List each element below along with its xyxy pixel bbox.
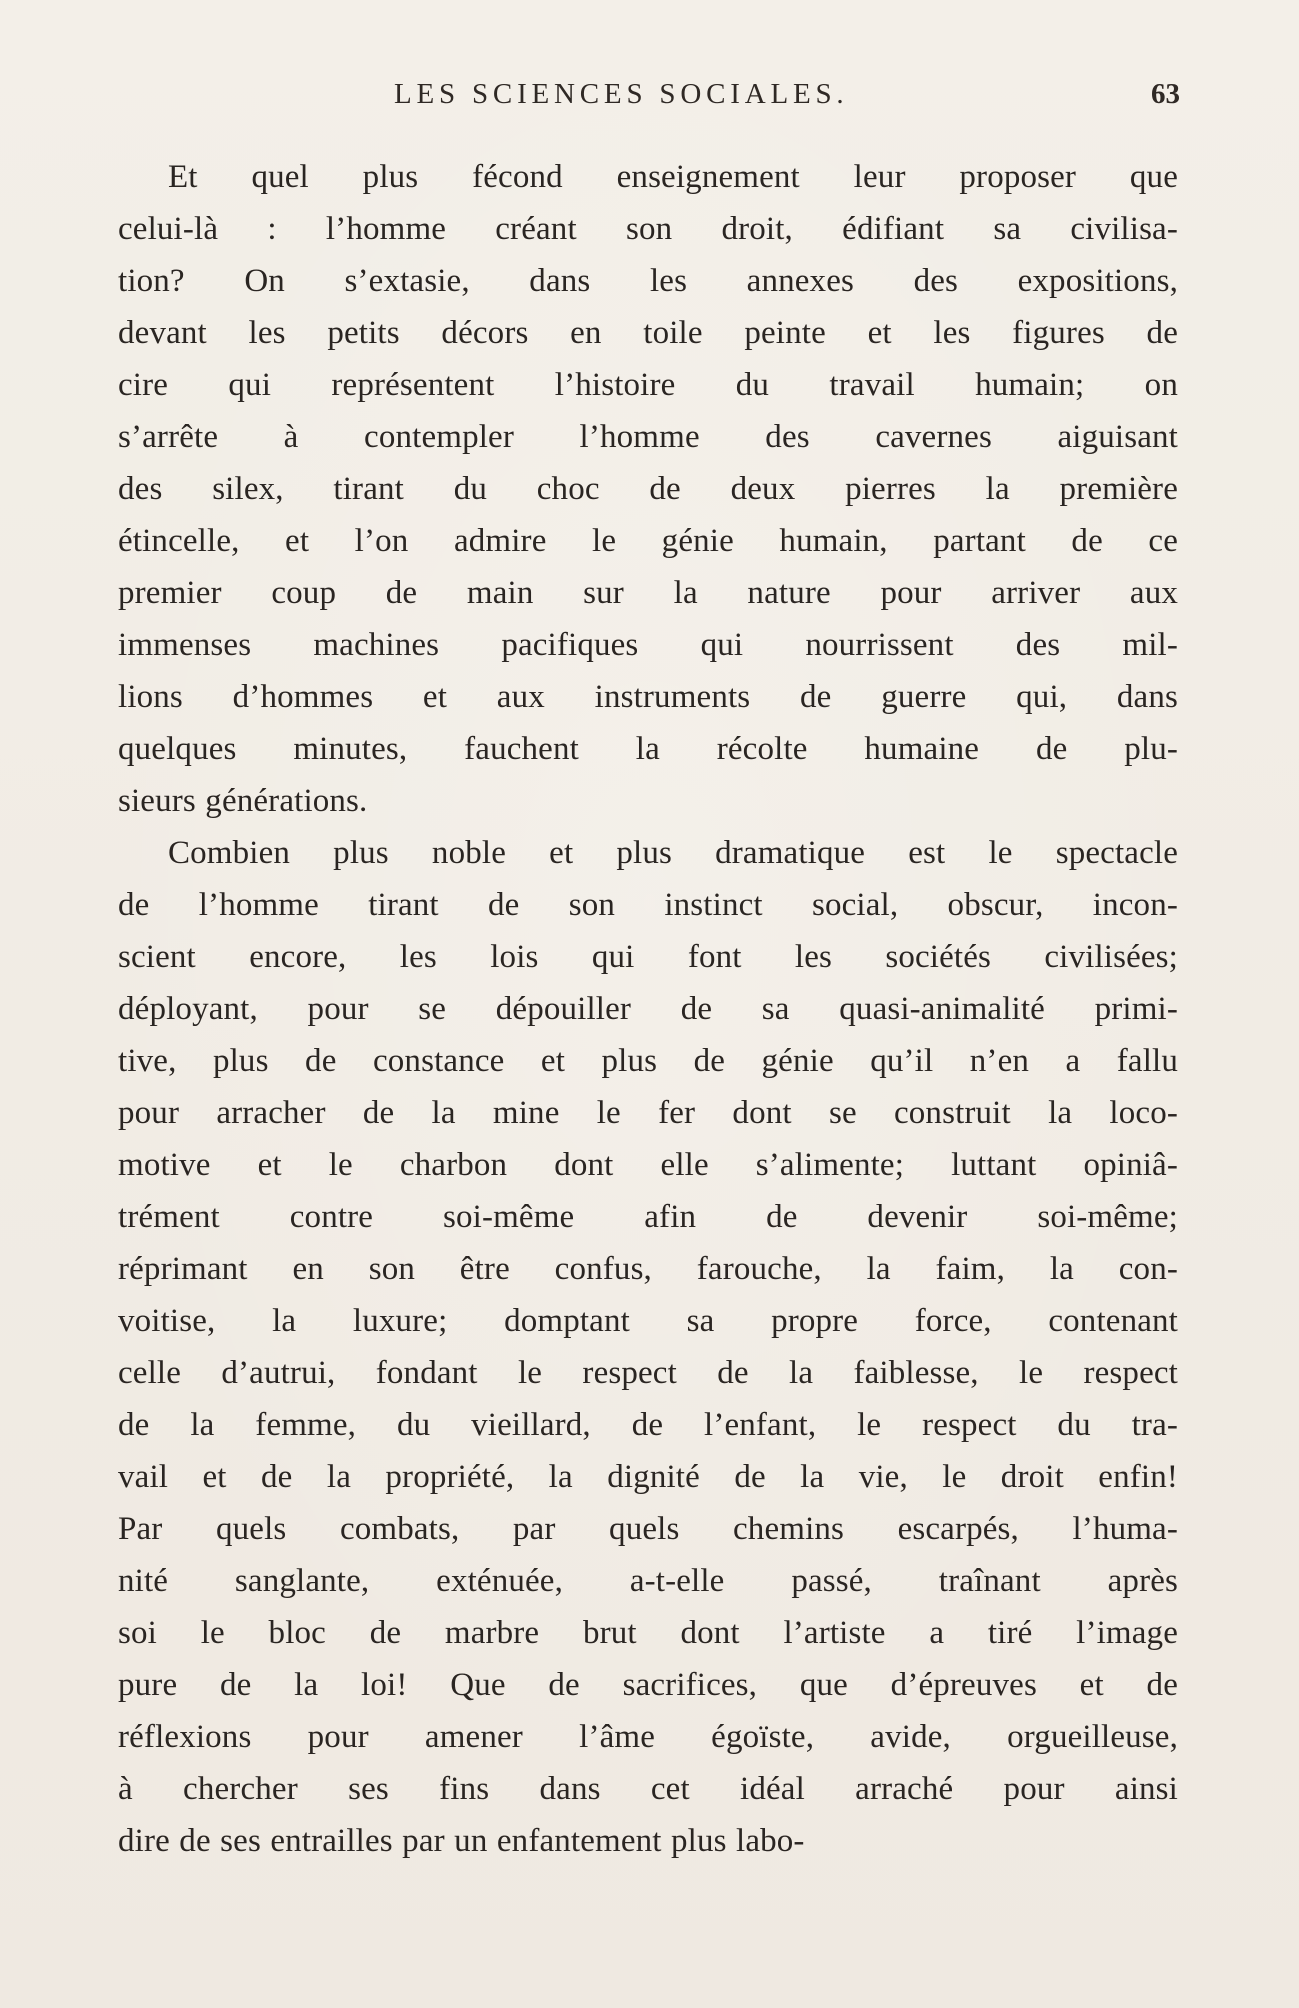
text-line: celle d’autrui, fondant le respect de la faiblesse, le respect — [118, 1355, 1178, 1391]
text-line: motive et le charbon dont elle s’alimente; luttant opiniâ- — [118, 1147, 1178, 1183]
text-line: s’arrête à contempler l’homme des cavernes aiguisant — [118, 419, 1178, 455]
text-line: scient encore, les lois qui font les sociétés civilisées; — [118, 939, 1178, 975]
running-title: LES SCIENCES SOCIALES. — [394, 78, 849, 110]
text-line: réprimant en son être confus, farouche, la faim, la con- — [118, 1251, 1178, 1287]
text-line: étincelle, et l’on admire le génie humain, partant de ce — [118, 523, 1178, 559]
text-line: déployant, pour se dépouiller de sa quasi-animalité primi- — [118, 991, 1178, 1027]
text-line: Et quel plus fécond enseignement leur proposer que — [168, 159, 1178, 195]
text-line: Combien plus noble et plus dramatique est le spectacle — [168, 835, 1178, 871]
text-line: Par quels combats, par quels chemins escarpés, l’huma- — [118, 1511, 1178, 1547]
text-line: sieurs générations. — [118, 783, 368, 819]
text-line: tion? On s’extasie, dans les annexes des expositions, — [118, 263, 1178, 299]
running-head — [118, 78, 1180, 118]
text-line: premier coup de main sur la nature pour arriver aux — [118, 575, 1178, 611]
text-line: pure de la loi! Que de sacrifices, que d’épreuves et de — [118, 1667, 1178, 1703]
text-line: à chercher ses fins dans cet idéal arraché pour ainsi — [118, 1771, 1178, 1807]
page-number: 63 — [1151, 78, 1180, 110]
text-line: dire de ses entrailles par un enfantement plus labo- — [118, 1823, 805, 1859]
text-line: pour arracher de la mine le fer dont se construit la loco- — [118, 1095, 1178, 1131]
text-line: vail et de la propriété, la dignité de la vie, le droit enfin! — [118, 1459, 1178, 1495]
text-line: nité sanglante, exténuée, a-t-elle passé, traînant après — [118, 1563, 1178, 1599]
text-line: des silex, tirant du choc de deux pierres la première — [118, 471, 1178, 507]
text-line: lions d’hommes et aux instruments de guerre qui, dans — [118, 679, 1178, 715]
text-line: tive, plus de constance et plus de génie qu’il n’en a fallu — [118, 1043, 1178, 1079]
text-line: devant les petits décors en toile peinte et les figures de — [118, 315, 1178, 351]
text-line: soi le bloc de marbre brut dont l’artiste a tiré l’image — [118, 1615, 1178, 1651]
text-line: cire qui représentent l’histoire du travail humain; on — [118, 367, 1178, 403]
text-line: de l’homme tirant de son instinct social, obscur, incon- — [118, 887, 1178, 923]
text-line: immenses machines pacifiques qui nourrissent des mil- — [118, 627, 1178, 663]
text-line: de la femme, du vieillard, de l’enfant, le respect du tra- — [118, 1407, 1178, 1443]
text-line: voitise, la luxure; domptant sa propre force, contenant — [118, 1303, 1178, 1339]
text-line: trément contre soi-même afin de devenir soi-même; — [118, 1199, 1178, 1235]
text-line: quelques minutes, fauchent la récolte humaine de plu- — [118, 731, 1178, 767]
text-line: réflexions pour amener l’âme égoïste, avide, orgueilleuse, — [118, 1719, 1178, 1755]
body-text — [118, 151, 1178, 1867]
text-line: celui-là : l’homme créant son droit, édifiant sa civilisa- — [118, 211, 1178, 247]
